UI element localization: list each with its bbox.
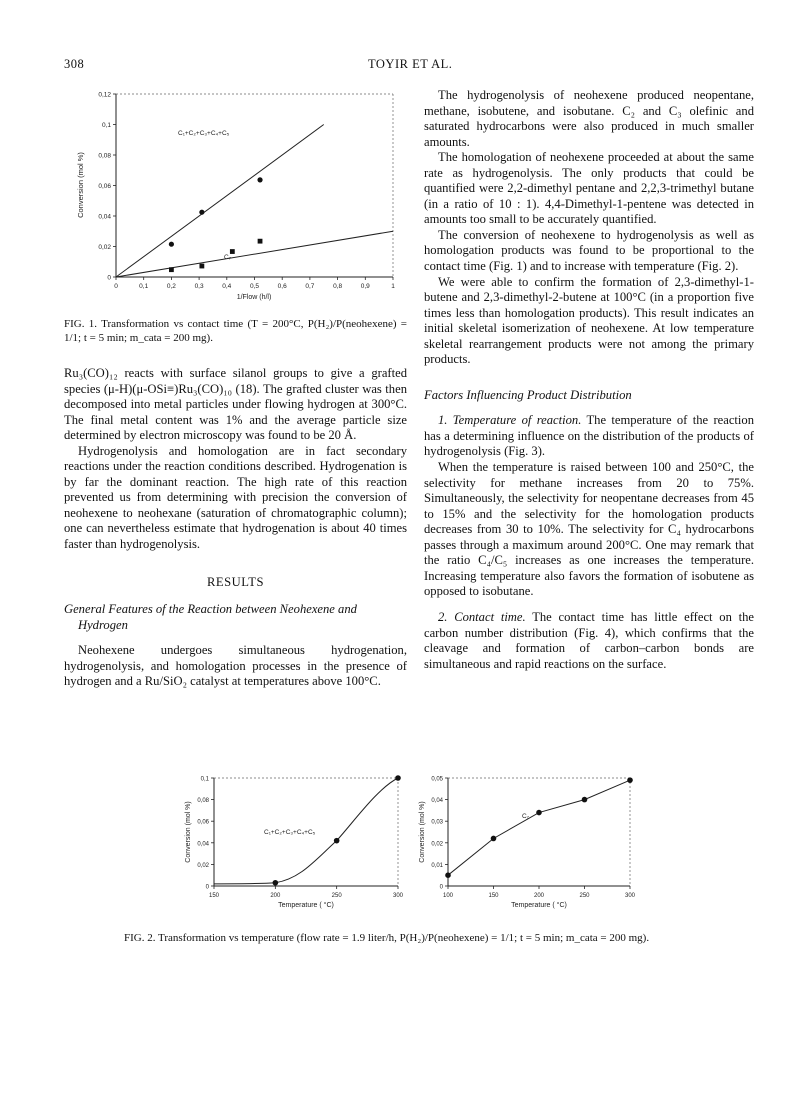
data-point [169, 267, 174, 272]
right-column [424, 88, 754, 672]
y-tick-label: 0,12 [98, 91, 111, 99]
x-tick-label: 250 [331, 893, 342, 899]
data-point [199, 210, 204, 215]
x-tick-label: 0,8 [333, 283, 343, 290]
y-tick-label: 0,1 [101, 122, 111, 129]
x-tick-label: 200 [533, 893, 545, 899]
x-tick-label: 0,4 [222, 283, 232, 290]
y-tick-label: 0,04 [98, 213, 111, 221]
y-tick-label: 0,1 [200, 776, 209, 783]
page-number: 308 [64, 57, 85, 71]
x-axis-label: 1/Flow (h/l) [236, 294, 272, 301]
data-point [536, 810, 542, 816]
x-axis-label: Temperature ( °C) [511, 902, 567, 909]
figure-1-caption: FIG. 1. Transformation vs contact time (T = 200°C, P(H₂)/P(neohexene) = 1/1; t = 5 min; m_cata = 200 mg). [64, 318, 407, 344]
series-label-c7: C₇ [224, 254, 231, 261]
paragraph: Neohexene undergoes simultaneous hydrogenation, hydrogenolysis, and homologation processes in the presence of hydrogen and a Ru/SiO₂ catalyst at temperatures above 100°C. [64, 643, 407, 689]
y-axis-label: Conversion (mol %) [76, 152, 85, 218]
series-label-c1-c5: C₁+C₂+C₃+C₄+C₅ [264, 829, 316, 836]
paragraph [424, 413, 754, 460]
y-tick-label: 0,06 [197, 819, 209, 826]
left-column [64, 366, 407, 690]
paragraph-body: The contact time has little effect on the carbon number distribution (Fig. 4), which confirms that the cleavage and formation of carbon–carbon bonds are simultaneous and rapid reactions on the surface. [424, 609, 755, 671]
data-point [334, 838, 340, 844]
data-point [257, 177, 262, 182]
y-tick-label: 0,01 [431, 862, 443, 869]
y-tick-label: 0,04 [197, 841, 209, 848]
data-point [582, 797, 588, 803]
x-tick-label: 250 [579, 893, 590, 899]
x-tick-label: 300 [624, 893, 636, 899]
x-tick-label: 0,7 [305, 283, 315, 290]
running-title: TOYIR ET AL. [368, 57, 453, 71]
y-tick-label: 0,02 [197, 862, 209, 869]
figure-2-caption: FIG. 2. Transformation vs temperature (flow rate = 1.9 liter/h, P(H₂)/P(neohexene) = 1/1; t = 5 min; m_cata = 200 mg). [124, 932, 650, 944]
x-tick-label: 0,2 [166, 283, 176, 290]
y-tick-label: 0,04 [431, 798, 443, 805]
x-tick-label: 200 [270, 893, 281, 899]
paragraph-body: The temperature of the reaction has a determining influence on the distribution of the products of hydrogenolysis (Fig. 3). [424, 413, 754, 459]
paragraph [424, 610, 754, 672]
paragraph-lead: 2. Contact time. [438, 609, 526, 624]
y-tick-label: 0,08 [98, 152, 111, 160]
y-tick-label: 0 [107, 274, 111, 282]
paragraph: The homologation of neohexene proceeded at about the same rate as hydrogenolysis. The only products that could be quantified were 2,2-dimethyl pentane and 2,2,3-trimethyl butane (in a ratio of 10 : 1). 4,4-Dimethyl-1-pentene was detected in amounts too small to be accurately quantified. [424, 150, 754, 227]
x-tick-label: 0,1 [139, 283, 149, 290]
paragraph: We were able to confirm the formation of 2,3-dimethyl-1-butene and 2,3-dimethyl-2-butene at 100°C (in a proportion five times less than homologation products). This result indicates an initial skeletal isomerization of neohexene. At low temperature skeletal rearrangement products were not among the primary products. [424, 274, 754, 367]
y-tick-label: 0,02 [98, 244, 111, 251]
figure-1-chart [68, 80, 408, 310]
figure-2a-chart [178, 770, 410, 922]
paragraph: When the temperature is raised between 100 and 250°C, the selectivity for methane increases from 20 to 75%. Simultaneously, the selectivity for neopentane decreases from 45 to 15% and the selectivity for the homologation products decreases from 30 to 10%. The selectivity for C₄ hydrocarbons passes through a maximum around 200°C. One may remark that the ratio C₄/C₅ increases as one increases the temperature. Increasing temperature also favors the formation of isobutene as opposed to isobutane. [424, 460, 754, 599]
y-tick-label: 0 [439, 884, 443, 891]
data-point [199, 264, 204, 269]
data-point [273, 880, 279, 886]
x-tick-label: 300 [392, 893, 404, 899]
x-tick-label: 0 [114, 283, 118, 290]
data-point [445, 872, 451, 878]
figure-2b-chart [412, 770, 644, 922]
y-tick-label: 0,08 [197, 798, 209, 805]
x-tick-label: 150 [208, 893, 220, 899]
x-tick-label: 100 [442, 893, 454, 899]
x-axis-label: Temperature ( °C) [278, 902, 334, 909]
series-label-c7: C₇ [522, 813, 529, 820]
section-heading-results: RESULTS [207, 574, 264, 589]
x-tick-label: 0,9 [360, 283, 370, 290]
series-label-c1-c5: C₁+C₂+C₃+C₄+C₅ [178, 130, 230, 137]
x-tick-label: 0,3 [194, 283, 204, 290]
y-tick-label: 0 [205, 884, 209, 891]
data-point [395, 775, 401, 781]
data-point [258, 239, 263, 244]
y-axis-label: Conversion (mol %) [185, 801, 192, 863]
x-tick-label: 1 [391, 283, 395, 290]
paragraph: Hydrogenolysis and homologation are in fact secondary reactions under the reaction conditions described. Hydrogenation is by far the dominant reaction. The high rate of this reaction prevented us from determining with precision the conversion of neohexene to neohexane (saturation of chromatographic column); one can nevertheless estimate that hydrogenation is about 40 times faster than hydrogenolysis. [64, 443, 407, 552]
series-curve [448, 780, 630, 875]
paragraph: The conversion of neohexene to hydrogenolysis as well as homologation products was found to be proportional to the contact time (Fig. 1) and to increase with temperature (Fig. 2). [424, 227, 754, 274]
paragraph: The hydrogenolysis of neohexene produced neopentane, methane, isobutene, and isobutane. C₂ and C₃ olefinic and saturated hydrocarbons were also produced in much smaller amounts. [424, 88, 754, 149]
x-tick-label: 0,5 [249, 283, 260, 290]
trend-line-0 [116, 125, 324, 278]
data-point [491, 836, 497, 842]
x-tick-label: 0,6 [277, 283, 287, 290]
trend-line-1 [116, 231, 393, 277]
y-tick-label: 0,05 [431, 776, 443, 783]
section-heading: Factors Influencing Product Distribution [424, 387, 632, 402]
y-tick-label: 0,02 [431, 841, 443, 848]
paragraph-lead: 1. Temperature of reaction. [438, 413, 582, 428]
data-point [169, 242, 174, 247]
y-axis-label: Conversion (mol %) [419, 801, 426, 863]
figure-1-plot-area [116, 94, 393, 277]
data-point [627, 777, 633, 783]
y-tick-label: 0,06 [98, 183, 111, 190]
paragraph: Ru₃(CO)₁₂ reacts with surface silanol groups to give a grafted species (μ-H)(μ-OSi≡)Ru₃(CO)₁₀ (18). The grafted cluster was then decomposed into metal particles under flowing hydrogen at 300°C. The final metal content was 1% and the average particle size determined by electron microscopy was found to be 20 Å. [64, 366, 407, 443]
x-tick-label: 150 [488, 893, 499, 899]
y-tick-label: 0,03 [431, 819, 443, 826]
subsection-heading: General Features of the Reaction between Neohexene and Hydrogen [64, 602, 357, 632]
